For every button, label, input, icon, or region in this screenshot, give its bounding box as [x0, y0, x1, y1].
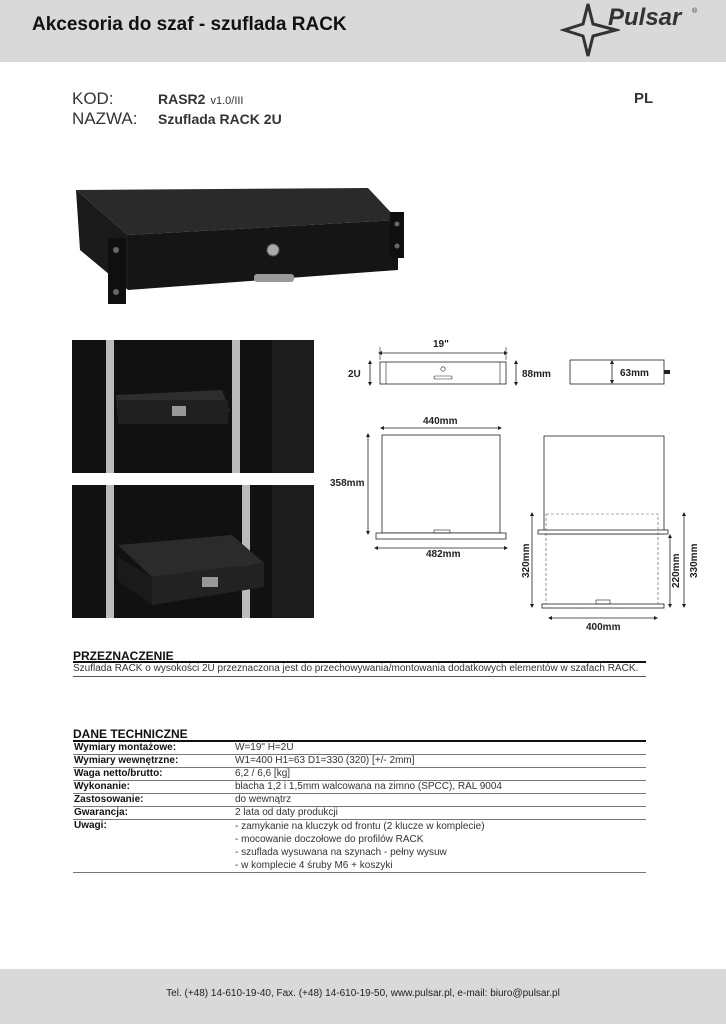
language-badge: PL	[634, 90, 654, 107]
product-name: Szuflada RACK 2U	[158, 111, 282, 127]
spec-row	[73, 807, 646, 820]
spec-key: Wymiary montażowe:	[73, 742, 234, 755]
dim-full-depth: 330mm	[689, 543, 700, 578]
notes-key: Uwagi:	[73, 820, 234, 873]
product-code-value: RASR2	[158, 91, 206, 107]
drawer-product-photo	[68, 180, 413, 310]
spec-row	[73, 794, 646, 807]
spec-value: 6,2 / 6,6 [kg]	[234, 768, 646, 781]
purpose-bottom-rule	[73, 676, 646, 677]
spec-row	[73, 742, 646, 755]
spec-key: Zastosowanie:	[73, 794, 234, 807]
note-item: - mocowanie doczołowe do profilów RACK	[235, 834, 424, 845]
spec-value: do wewnątrz	[234, 794, 646, 807]
product-code	[158, 91, 244, 107]
page-footer	[0, 969, 726, 1024]
dim-outer-width: 482mm	[426, 549, 461, 560]
spec-key: Wykonanie:	[73, 781, 234, 794]
rack-photo-closed	[72, 340, 314, 473]
dim-side-height: 63mm	[620, 368, 649, 379]
note-item: - w komplecie 4 śruby M6 + koszyki	[235, 860, 393, 871]
spec-key: Gwarancja:	[73, 807, 234, 820]
registered-mark: ®	[692, 8, 698, 15]
spec-value: W=19" H=2U	[234, 742, 646, 755]
code-label: KOD:	[72, 89, 114, 108]
dim-inner-width: 440mm	[423, 416, 458, 427]
specs-title: DANE TECHNICZNE	[73, 727, 188, 741]
note-item: - szuflada wysuwana na szynach - pełny wysuw	[235, 847, 447, 858]
spec-row-notes	[73, 820, 646, 873]
name-label: NAZWA:	[72, 109, 138, 128]
brand-name: Pulsar	[608, 4, 682, 31]
contact-info: Tel. (+48) 14-610-19-40, Fax. (+48) 14-610-19-50, www.pulsar.pl, e-mail: biuro@pulsar.pl	[166, 988, 560, 999]
product-version: v1.0/III	[210, 95, 244, 107]
spec-row	[73, 755, 646, 768]
spec-value: 2 lata od daty produkcji	[234, 807, 646, 820]
spec-value: blacha 1,2 i 1,5mm walcowana na zimno (SPCC), RAL 9004	[234, 781, 646, 794]
purpose-text: Szuflada RACK o wysokości 2U przeznaczona jest do przechowywania/montowania dodatkowych elementów w szafach RACK.	[73, 663, 639, 674]
specs-table	[73, 742, 646, 873]
notes-list	[234, 820, 646, 873]
page-header	[0, 0, 726, 62]
pulsar-logo	[560, 2, 720, 58]
dim-inner-depth: 220mm	[671, 553, 682, 588]
dim-drawer-depth: 320mm	[521, 543, 532, 578]
rack-photo-open	[72, 485, 314, 618]
purpose-title: PRZEZNACZENIE	[73, 649, 174, 663]
dim-depth: 358mm	[330, 478, 365, 489]
dimension-drawings	[320, 330, 700, 630]
dim-height-u: 2U	[348, 369, 361, 380]
spec-row	[73, 768, 646, 781]
dim-drawer-width: 400mm	[586, 622, 621, 630]
dim-width-in: 19"	[433, 339, 449, 350]
page-title: Akcesoria do szaf - szuflada RACK	[32, 14, 347, 35]
spec-key: Waga netto/brutto:	[73, 768, 234, 781]
note-item: - zamykanie na kluczyk od frontu (2 klucze w komplecie)	[235, 821, 485, 832]
dim-height-mm: 88mm	[522, 369, 551, 380]
spec-key: Wymiary wewnętrzne:	[73, 755, 234, 768]
spec-value: W1=400 H1=63 D1=330 (320) [+/- 2mm]	[234, 755, 646, 768]
spec-row	[73, 781, 646, 794]
